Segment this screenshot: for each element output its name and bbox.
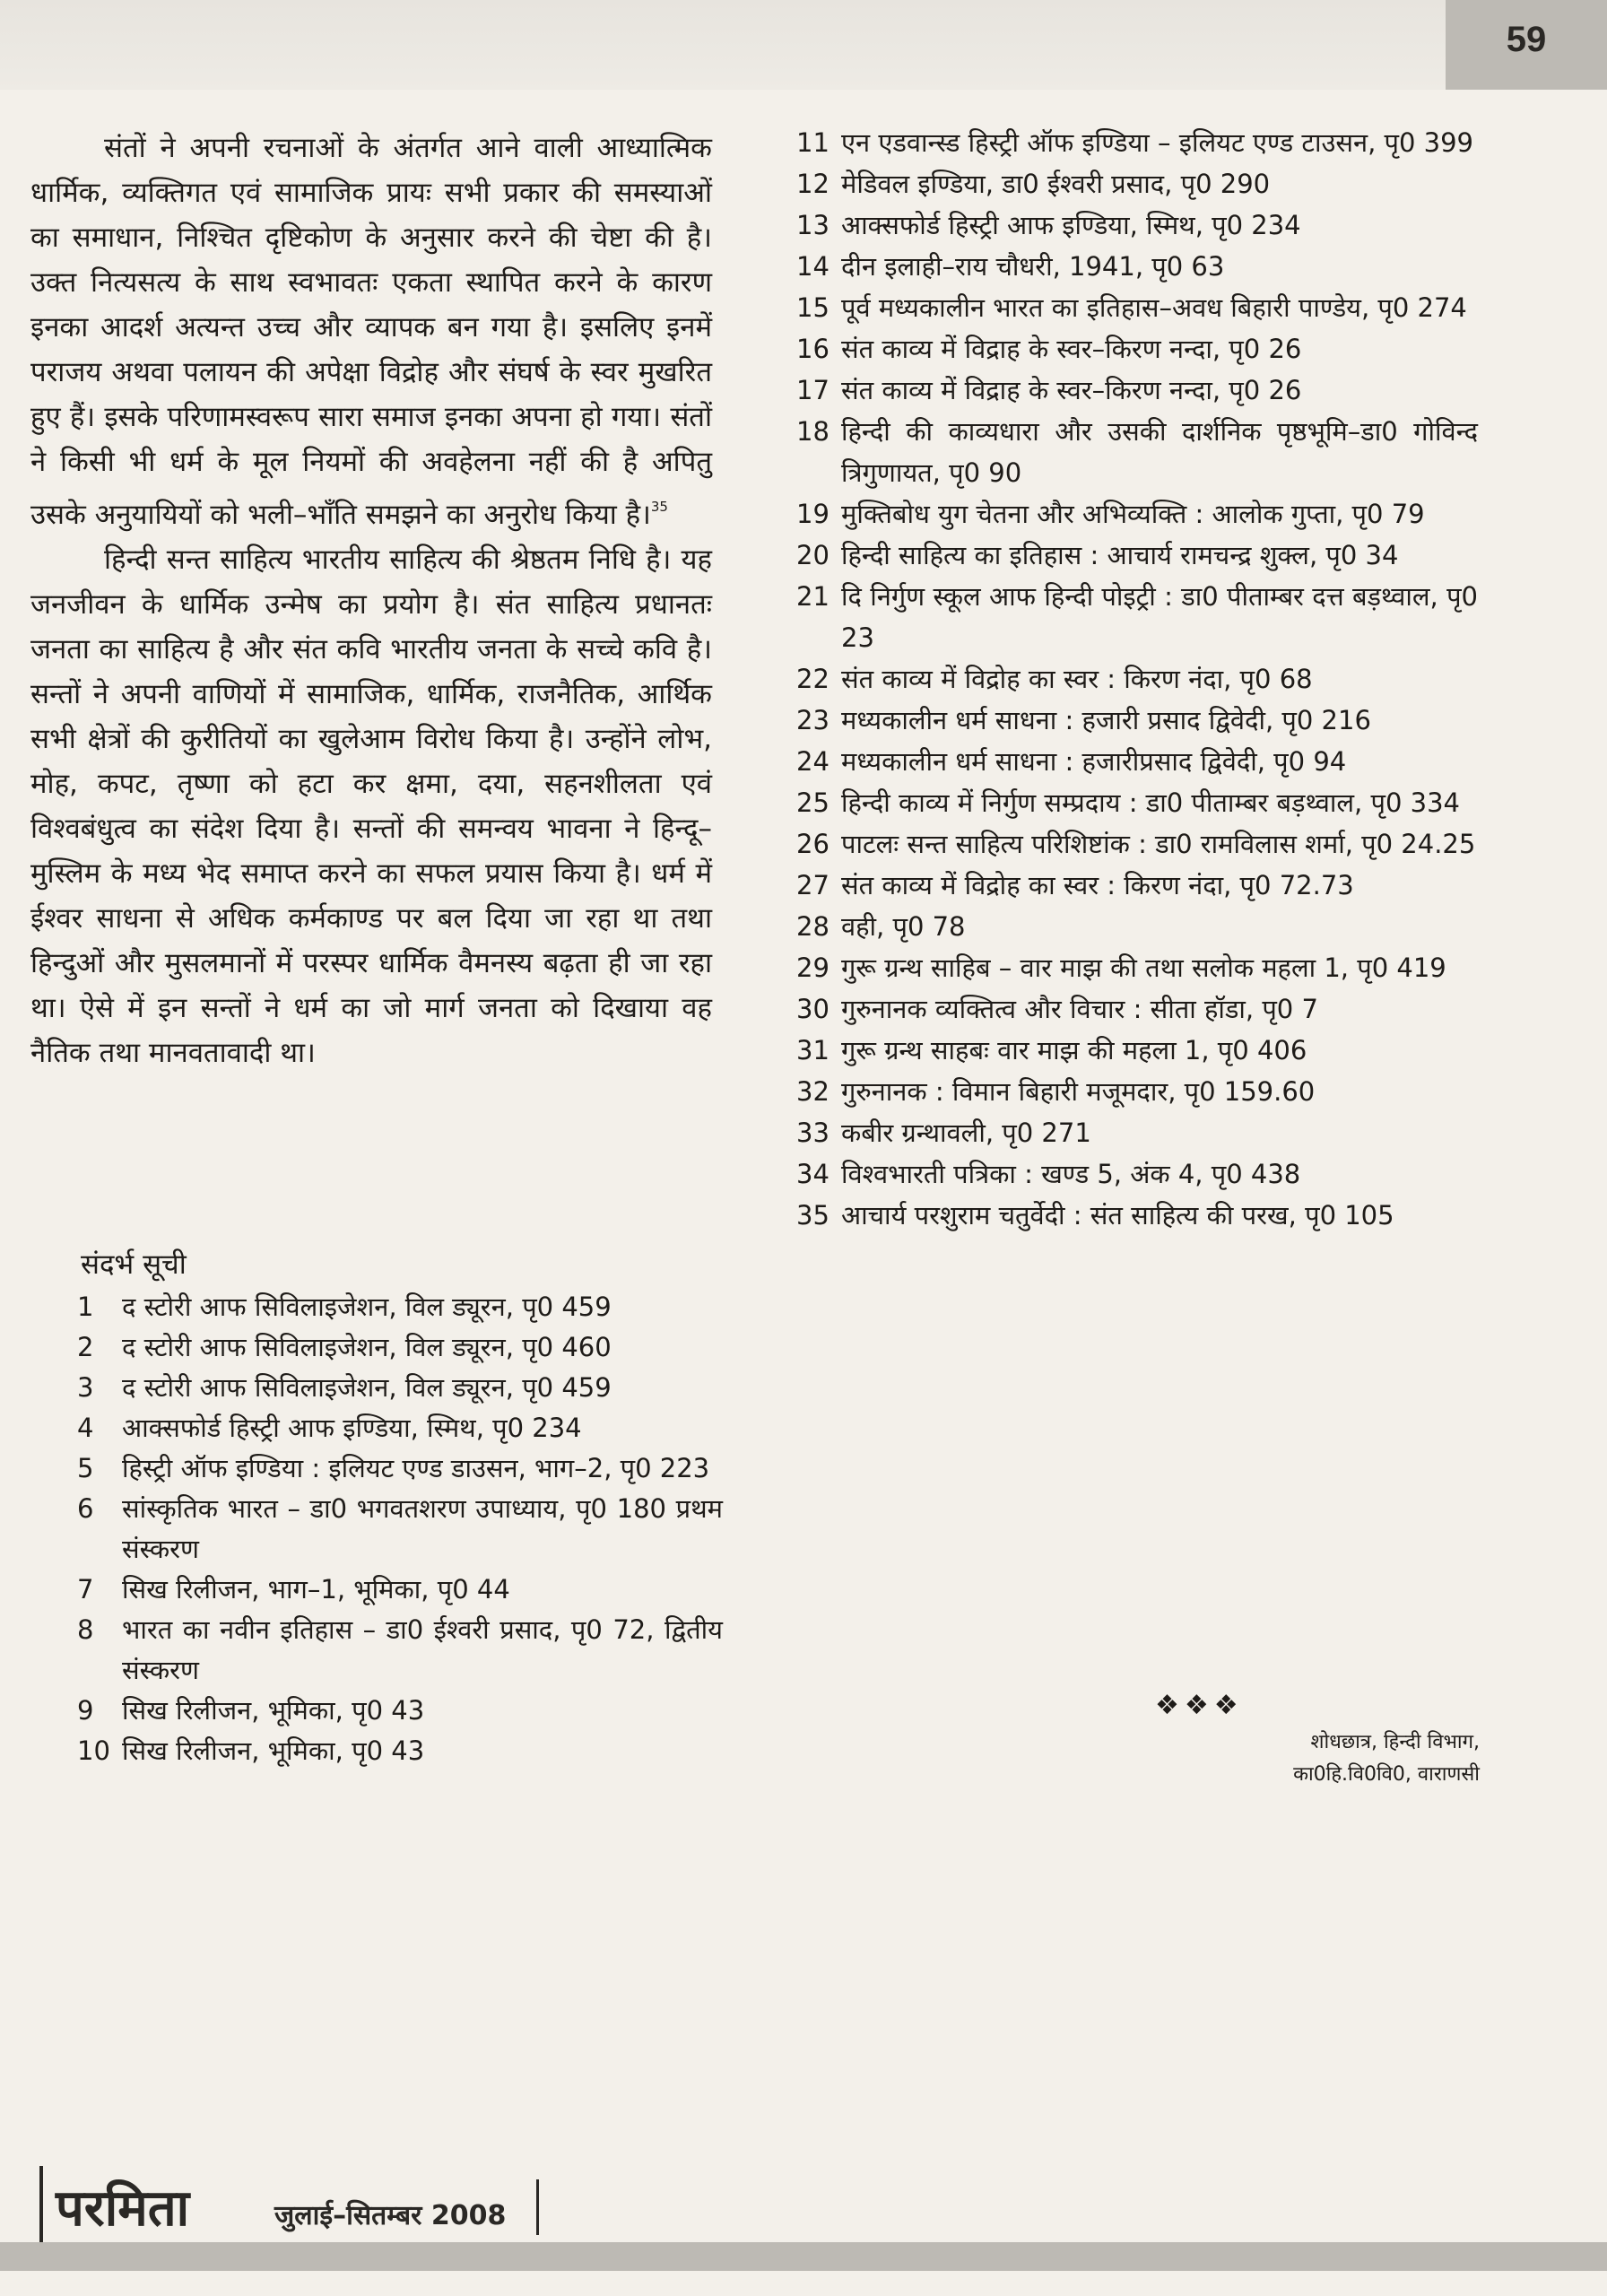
- author-affiliation: [1193, 1726, 1480, 1791]
- reference-item: 28 वही, पृ0 78: [796, 911, 966, 942]
- reference-item: 24 मध्यकालीन धर्म साधना : हजारीप्रसाद द्विवेदी, पृ0 94: [796, 746, 1347, 777]
- reference-item: 1 द स्टोरी आफ सिविलाइजेशन, विल ड्यूरन, पृ0 459: [77, 1292, 612, 1322]
- reference-item: 14 दीन इलाही–राय चौधरी, 1941, पृ0 63: [796, 251, 1225, 282]
- affiliation-line-1: शोधछात्र, हिन्दी विभाग,: [1310, 1731, 1480, 1753]
- reference-item: 3 द स्टोरी आफ सिविलाइजेशन, विल ड्यूरन, पृ0 459: [77, 1372, 612, 1403]
- reference-item: 5 हिस्ट्री ऑफ इण्डिया : इलियट एण्ड डाउसन, भाग–2, पृ0 223: [77, 1453, 710, 1483]
- reference-item: 22 संत काव्य में विद्रोह का स्वर : किरण नंदा, पृ0 68: [796, 664, 1313, 694]
- reference-item: 20 हिन्दी साहित्य का इतिहास : आचार्य रामचन्द्र शुक्ल, पृ0 34: [796, 540, 1399, 570]
- reference-item: 13 आक्सफोर्ड हिस्ट्री आफ इण्डिया, स्मिथ, पृ0 234: [796, 210, 1301, 240]
- reference-item: 21 दि निर्गुण स्कूल आफ हिन्दी पोइट्री : डा0 पीताम्बर दत्त बड़थ्वाल, पृ0 23: [796, 581, 1478, 653]
- reference-item: 8 भारत का नवीन इतिहास – डा0 ईश्वरी प्रसाद, पृ0 72, द्वितीय संस्करण: [77, 1614, 723, 1685]
- reference-item: 27 संत काव्य में विद्रोह का स्वर : किरण नंदा, पृ0 72.73: [796, 870, 1354, 900]
- reference-item: 29 गुरू ग्रन्थ साहिब – वार माझ की तथा सलोक महला 1, पृ0 419: [796, 952, 1446, 983]
- reference-item: 18 हिन्दी की काव्यधारा और उसकी दार्शनिक पृष्ठभूमि–डा0 गोविन्द त्रिगुणायत, पृ0 90: [796, 416, 1478, 488]
- reference-item: 30 गुरुनानक व्यक्तित्व और विचार : सीता हॉडा, पृ0 7: [796, 994, 1318, 1024]
- reference-item: 31 गुरू ग्रन्थ साहबः वार माझ की महला 1, पृ0 406: [796, 1035, 1307, 1065]
- footer-rule: [536, 2179, 539, 2235]
- reference-item: 10 सिख रिलीजन, भूमिका, पृ0 43: [77, 1735, 425, 1766]
- page-number: 59: [1506, 20, 1547, 59]
- affiliation-line-2: का0हि.वि0वि0, वाराणसी: [1293, 1763, 1480, 1786]
- ornament-separator: ❖❖❖: [1155, 1690, 1244, 1721]
- reference-item: 19 मुक्तिबोध युग चेतना और अभिव्यक्ति : आलोक गुप्ता, पृ0 79: [796, 499, 1425, 529]
- body-text-column: [30, 126, 712, 1075]
- reference-item: 11 एन एडवान्स्ड हिस्ट्री ऑफ इण्डिया – इलियट एण्ड टाउसन, पृ0 399: [796, 127, 1474, 158]
- bottom-band: [0, 2242, 1607, 2271]
- footnote-marker: 35: [650, 499, 668, 515]
- magazine-name: परमिता: [56, 2179, 190, 2238]
- reference-item: 12 मेडिवल इण्डिया, डा0 ईश्वरी प्रसाद, पृ0 290: [796, 169, 1271, 199]
- reference-item: 2 द स्टोरी आफ सिविलाइजेशन, विल ड्यूरन, पृ0 460: [77, 1332, 612, 1362]
- reference-item: 25 हिन्दी काव्य में निर्गुण सम्प्रदाय : डा0 पीताम्बर बड़थ्वाल, पृ0 334: [796, 787, 1460, 818]
- reference-item: 7 सिख रिलीजन, भाग–1, भूमिका, पृ0 44: [77, 1574, 510, 1605]
- reference-item: 23 मध्यकालीन धर्म साधना : हजारी प्रसाद द्विवेदी, पृ0 216: [796, 705, 1371, 735]
- references-list-left: [77, 1287, 723, 1771]
- reference-item: 15 पूर्व मध्यकालीन भारत का इतिहास–अवध बिहारी पाण्डेय, पृ0 274: [796, 292, 1467, 323]
- top-header-band: [0, 0, 1446, 90]
- page-number-box: [1446, 0, 1607, 90]
- reference-item: 6 सांस्कृतिक भारत – डा0 भगवतशरण उपाध्याय, पृ0 180 प्रथम संस्करण: [77, 1493, 723, 1564]
- body-paragraph-1: संतों ने अपनी रचनाओं के अंतर्गत आने वाली आध्यात्मिक धार्मिक, व्यक्तिगत एवं सामाजिक प्रायः सभी प्रकार की समस्याओं का समाधान, निश्चित दृष्टिकोण के अनुसार करने की चेष्टा की है। उक्त नित्यसत्य के साथ स्वभावतः एकता स्थापित करने के कारण इनका आदर्श अत्यन्त उच्च और व्यापक बन गया है। इसलिए इनमें पराजय अथवा पलायन की अपेक्षा विद्रोह और संघर्ष के स्वर मुखरित हुए हैं। इसके परिणामस्वरूप सारा समाज इनका अपना हो गया। संतों ने किसी भी धर्म के मूल नियमों की अवहेलना नहीं की है अपितु उसके अनुयायियों को भली–भाँति समझने का अनुरोध किया है।$^{35}$: [30, 132, 712, 531]
- reference-item: 26 पाटलः सन्त साहित्य परिशिष्टांक : डा0 रामविलास शर्मा, पृ0 24.25: [796, 829, 1476, 859]
- references-list-right: [796, 122, 1478, 1236]
- reference-item: 33 कबीर ग्रन्थावली, पृ0 271: [796, 1118, 1091, 1148]
- reference-item: 9 सिख रिलीजन, भूमिका, पृ0 43: [77, 1695, 425, 1726]
- reference-item: 35 आचार्य परशुराम चतुर्वेदी : संत साहित्य की परख, पृ0 105: [796, 1200, 1394, 1231]
- reference-item: 17 संत काव्य में विद्राह के स्वर–किरण नन्दा, पृ0 26: [796, 375, 1302, 405]
- references-heading: संदर्भ सूची: [81, 1248, 187, 1281]
- reference-item: 34 विश्वभारती पत्रिका : खण्ड 5, अंक 4, पृ0 438: [796, 1159, 1301, 1189]
- reference-item: 16 संत काव्य में विद्राह के स्वर–किरण नन्दा, पृ0 26: [796, 334, 1302, 364]
- reference-item: 32 गुरुनानक : विमान बिहारी मजूमदार, पृ0 159.60: [796, 1076, 1316, 1107]
- body-paragraph-2: हिन्दी सन्त साहित्य भारतीय साहित्य की श्रेष्ठतम निधि है। यह जनजीवन के धार्मिक उन्मेष का प्रयोग है। संत साहित्य प्रधानतः जनता का साहित्य है और संत कवि भारतीय जनता के सच्चे कवि है। सन्तों ने अपनी वाणियों में सामाजिक, धार्मिक, राजनैतिक, आर्थिक सभी क्षेत्रों की कुरीतियों का खुलेआम विरोध किया है। उन्होंने लोभ, मोह, कपट, तृष्णा को हटा कर क्षमा, दया, सहनशीलता एवं विश्वबंधुत्व का संदेश दिया है। सन्तों की समन्वय भावना ने हिन्दू–मुस्लिम के मध्य भेद समाप्त करने का सफल प्रयास किया है। धर्म में ईश्वर साधना से अधिक कर्मकाण्ड पर बल दिया जा रहा था तथा हिन्दुओं और मुसलमानों में परस्पर धार्मिक वैमनस्य बढ़ता ही जा रहा था। ऐसे में इन सन्तों ने धर्म का जो मार्ग जनता को दिखाया वह नैतिक तथा मानवतावादी था।: [30, 544, 712, 1069]
- issue-date: जुलाई–सितम्बर 2008: [274, 2200, 507, 2231]
- reference-item: 4 आक्सफोर्ड हिस्ट्री आफ इण्डिया, स्मिथ, पृ0 234: [77, 1413, 582, 1443]
